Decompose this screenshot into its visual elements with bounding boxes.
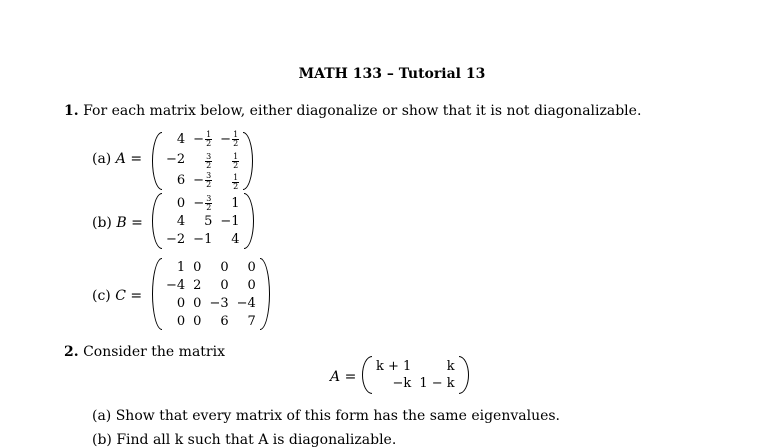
- matrix-row: [162, 230, 244, 248]
- matrix-entry: 4: [176, 213, 186, 229]
- matrix-entry: 0: [220, 277, 229, 293]
- matrix-entry: [189, 194, 216, 212]
- left-paren: [362, 356, 372, 394]
- question-text: For each matrix below, either diagonalize or show that it is not diagonalizable.: [83, 103, 642, 119]
- matrix-entry: −2: [166, 152, 186, 167]
- part-b-label: [92, 215, 143, 231]
- matrix-entry: −k: [392, 376, 412, 391]
- fraction: $\frac{3}{2}$: [206, 152, 212, 170]
- fraction: $\frac{1}{2}$: [233, 173, 239, 191]
- matrix-entry: −2: [166, 231, 186, 247]
- matrix-b: [152, 193, 254, 249]
- matrix-entry: 0: [193, 295, 202, 311]
- matrix-entry: −1: [220, 213, 240, 229]
- matrix-entry: 1 − k: [419, 376, 455, 391]
- matrix-entry: −3: [209, 295, 229, 311]
- matrix-name: B: [116, 215, 127, 231]
- fraction: − $\frac{3}{2}$: [193, 193, 212, 212]
- matrix-entry: 2: [193, 277, 202, 293]
- matrix-entry: k: [446, 359, 455, 374]
- left-paren: [152, 193, 162, 249]
- right-paren: [459, 356, 469, 394]
- matrix-row: [372, 358, 459, 375]
- q2-part-b: (b) Find all k such that A is diagonalizable.: [92, 432, 397, 448]
- matrix-entry: 7: [247, 313, 256, 329]
- matrix-entry: 1: [176, 259, 186, 275]
- part-label: (b): [92, 215, 112, 231]
- matrix-row: [372, 375, 459, 392]
- matrix-row: [162, 276, 260, 294]
- matrix-entry: 0: [176, 295, 186, 311]
- matrix-q2: [362, 356, 469, 394]
- question-1: [64, 103, 641, 119]
- question-text: Consider the matrix: [83, 344, 225, 360]
- matrix-entry: 1: [231, 195, 240, 211]
- matrix-entry: 4: [231, 231, 240, 247]
- right-paren: [243, 132, 253, 190]
- matrix-row: [162, 258, 260, 276]
- part-c-label: [92, 288, 142, 304]
- matrix-entry: 0: [247, 259, 256, 275]
- matrix-q2-entries: [372, 358, 459, 392]
- question-number: 2.: [64, 344, 79, 360]
- matrix-row: [162, 170, 243, 191]
- equals-sign: =: [344, 369, 357, 385]
- fraction: − $\frac{1}{2}$: [193, 130, 212, 148]
- matrix-entry: 5: [204, 213, 213, 229]
- matrix-entry: 0: [176, 195, 186, 211]
- right-paren: [260, 258, 270, 330]
- matrix-name: C: [115, 288, 126, 304]
- fraction: − $\frac{1}{2}$: [220, 130, 239, 148]
- matrix-name: A: [330, 369, 341, 385]
- equals-sign: =: [130, 288, 143, 304]
- matrix-entry: −4: [166, 277, 186, 293]
- matrix-entry: [216, 170, 243, 191]
- matrix-entry: 0: [176, 313, 186, 329]
- matrix-entry: −1: [193, 231, 213, 247]
- matrix-entry: −4: [236, 295, 256, 311]
- matrix-entry: 0: [193, 313, 202, 329]
- left-paren: [152, 132, 162, 190]
- matrix-c: [152, 258, 270, 330]
- fraction: $\frac{1}{2}$: [233, 152, 239, 170]
- q2-part-a: (a) Show that every matrix of this form has the same eigenvalues.: [92, 408, 561, 424]
- matrix-entry: [189, 130, 216, 149]
- part-a-label: [92, 151, 142, 167]
- matrix-entry: [189, 149, 216, 170]
- equals-sign: =: [131, 215, 143, 231]
- matrix-entry: 0: [193, 259, 202, 275]
- fraction: − $\frac{3}{2}$: [193, 171, 212, 189]
- matrix-row: [162, 194, 244, 212]
- q2-matrix-label: [330, 369, 356, 385]
- part-label: (a): [92, 151, 112, 167]
- equals-sign: =: [130, 151, 143, 167]
- matrix-row: [162, 130, 243, 149]
- matrix-b-entries: [162, 194, 244, 248]
- matrix-entry: 6: [220, 313, 229, 329]
- question-2: [64, 344, 225, 360]
- matrix-row: [162, 294, 260, 312]
- matrix-a-entries: [162, 130, 243, 191]
- matrix-entry: 0: [220, 259, 229, 275]
- question-number: 1.: [64, 103, 79, 119]
- matrix-entry: k + 1: [376, 359, 412, 374]
- matrix-entry: [189, 170, 216, 191]
- matrix-a: [152, 130, 253, 191]
- left-paren: [152, 258, 162, 330]
- matrix-entry: 6: [176, 173, 186, 188]
- right-paren: [244, 193, 254, 249]
- matrix-entry: 0: [247, 277, 256, 293]
- page-title: MATH 133 – Tutorial 13: [298, 66, 486, 82]
- matrix-entry: [216, 149, 243, 170]
- matrix-row: [162, 149, 243, 170]
- part-label: (c): [92, 288, 111, 304]
- matrix-c-entries: [162, 258, 260, 330]
- matrix-entry: [216, 130, 243, 149]
- matrix-entry: 4: [176, 132, 186, 147]
- matrix-name: A: [115, 151, 126, 167]
- matrix-row: [162, 312, 260, 330]
- matrix-row: [162, 212, 244, 230]
